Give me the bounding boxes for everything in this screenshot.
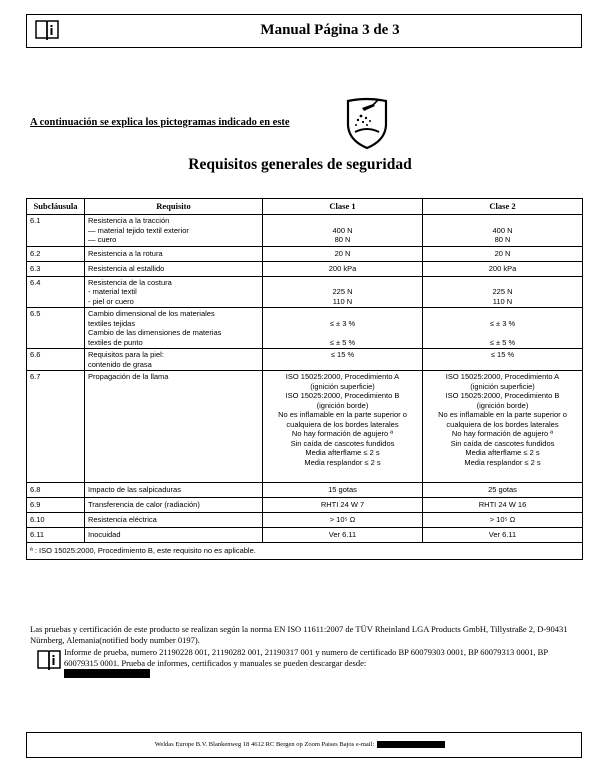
header-requirement: Requisito <box>85 199 263 215</box>
requirement-cell: Resistencia a la rotura <box>85 246 263 261</box>
requirement-cell: Inocuidad <box>85 528 263 543</box>
section-title: Requisitos generales de seguridad <box>188 156 412 173</box>
redacted-email <box>377 741 445 748</box>
company-address: Weldas Europe B.V. Blankenweg 18 4612 RC Bergen op Zoom Paises Bajos e-mail: <box>154 741 375 748</box>
requirement-cell: Resistencia a la tracción — material tejido textil exterior — cuero <box>85 215 263 247</box>
table-row <box>27 276 583 308</box>
intro-text: A continuación se explica los pictogramas indicado en este <box>30 117 290 128</box>
requirements-table <box>26 198 583 560</box>
requirement-cell: Resistencia de la costura - material textil - piel or cuero <box>85 276 263 308</box>
requirement-cell: Cambio dimensional de los materiales textiles tejidas Cambio de las dimensiones de materias textiles de punto <box>85 308 263 349</box>
subclause-cell: 6.9 <box>27 498 85 513</box>
class-1-cell: 225 N 110 N <box>263 276 423 308</box>
table-row <box>27 215 583 247</box>
subclause-cell: 6.5 <box>27 308 85 349</box>
subclause-cell: 6.2 <box>27 246 85 261</box>
subclause-cell: 6.10 <box>27 513 85 528</box>
requirement-cell: Transferencia de calor (radiación) <box>85 498 263 513</box>
class-1-cell: ≤ ± 3 % ≤ ± 5 % <box>263 308 423 349</box>
subclause-cell: 6.11 <box>27 528 85 543</box>
class-2-cell: 225 N 110 N <box>423 276 583 308</box>
table-row <box>27 246 583 261</box>
class-2-cell: 25 gotas <box>423 483 583 498</box>
class-1-cell: 20 N <box>263 246 423 261</box>
redacted-url <box>64 669 150 678</box>
header-class-2: Clase 2 <box>423 199 583 215</box>
table-footnote-row <box>27 543 583 560</box>
requirement-cell: Impacto de las salpicaduras <box>85 483 263 498</box>
welding-protection-pictogram-icon <box>342 94 392 150</box>
class-2-cell: > 10⁵ Ω <box>423 513 583 528</box>
class-2-cell: ISO 15025:2000, Procedimiento A (ignición superficie) ISO 15025:2000, Procedimiento B (ignición borde) No es inflamable en la parte superior o cualquiera de los bordes laterales No hay formación de agujero ª Sin caída de cascotes fundidos Media afterflame ≤ 2 s Media resplandor ≤ 2 s <box>423 371 583 483</box>
test-report-text: Informe de prueba, numero 21190228 001, 21190282 001, 21190317 001 y numero de certificado BP 60079303 0001, BP 60079313 0001, BP 60079315 0001. Prueba de informes, certificados y manuales se pueden descargar desde: <box>64 647 548 668</box>
page-title: Manual Página 3 de 3 <box>260 22 400 38</box>
table-row <box>27 349 583 371</box>
class-1-cell: Ver 6.11 <box>263 528 423 543</box>
class-2-cell: RHTI 24 W 16 <box>423 498 583 513</box>
class-1-cell: ISO 15025:2000, Procedimiento A (ignición superficie) ISO 15025:2000, Procedimiento B (ignición borde) No es inflamable en la parte superior o cualquiera de los bordes laterales No hay formación de agujero ª Sin caída de cascotes fundidos Media afterflame ≤ 2 s Media resplandor ≤ 2 s <box>263 371 423 483</box>
subclause-cell: 6.6 <box>27 349 85 371</box>
class-2-cell: 200 kPa <box>423 261 583 276</box>
table-row <box>27 528 583 543</box>
table-row <box>27 513 583 528</box>
table-row <box>27 308 583 349</box>
class-2-cell: 400 N 80 N <box>423 215 583 247</box>
table-row <box>27 371 583 483</box>
requirement-cell: Propagación de la llama <box>85 371 263 483</box>
company-footer <box>0 741 600 748</box>
requirement-cell: Resistencia al estallido <box>85 261 263 276</box>
requirement-cell: Requisitos para la piel: contenido de grasa <box>85 349 263 371</box>
subclause-cell: 6.7 <box>27 371 85 483</box>
subclause-cell: 6.8 <box>27 483 85 498</box>
class-1-cell: 400 N 80 N <box>263 215 423 247</box>
class-1-cell: 200 kPa <box>263 261 423 276</box>
info-book-icon <box>36 648 62 672</box>
subclause-cell: 6.4 <box>27 276 85 308</box>
class-2-cell: 20 N <box>423 246 583 261</box>
class-1-cell: ≤ 15 % <box>263 349 423 371</box>
header-subclause: Subcláusula <box>27 199 85 215</box>
class-1-cell: > 10⁵ Ω <box>263 513 423 528</box>
subclause-cell: 6.3 <box>27 261 85 276</box>
table-row <box>27 261 583 276</box>
header-class-1: Clase 1 <box>263 199 423 215</box>
table-row <box>27 498 583 513</box>
class-2-cell: Ver 6.11 <box>423 528 583 543</box>
table-header-row <box>27 199 583 215</box>
certification-text: Las pruebas y certificación de este producto se realizan según la norma EN ISO 11611:2007 de TÜV Rheinland LGA Products GmbH, Tillystraße 2, D-90431 Nürnberg, Alemania(notified body number 0197). <box>30 624 568 645</box>
class-2-cell: ≤ ± 3 % ≤ ± 5 % <box>423 308 583 349</box>
class-1-cell: 15 gotas <box>263 483 423 498</box>
table-row <box>27 483 583 498</box>
class-1-cell: RHTI 24 W 7 <box>263 498 423 513</box>
class-2-cell: ≤ 15 % <box>423 349 583 371</box>
subclause-cell: 6.1 <box>27 215 85 247</box>
table-footnote: ª : ISO 15025:2000, Procedimiento B, este requisito no es aplicable. <box>27 543 583 560</box>
requirement-cell: Resistencia eléctrica <box>85 513 263 528</box>
